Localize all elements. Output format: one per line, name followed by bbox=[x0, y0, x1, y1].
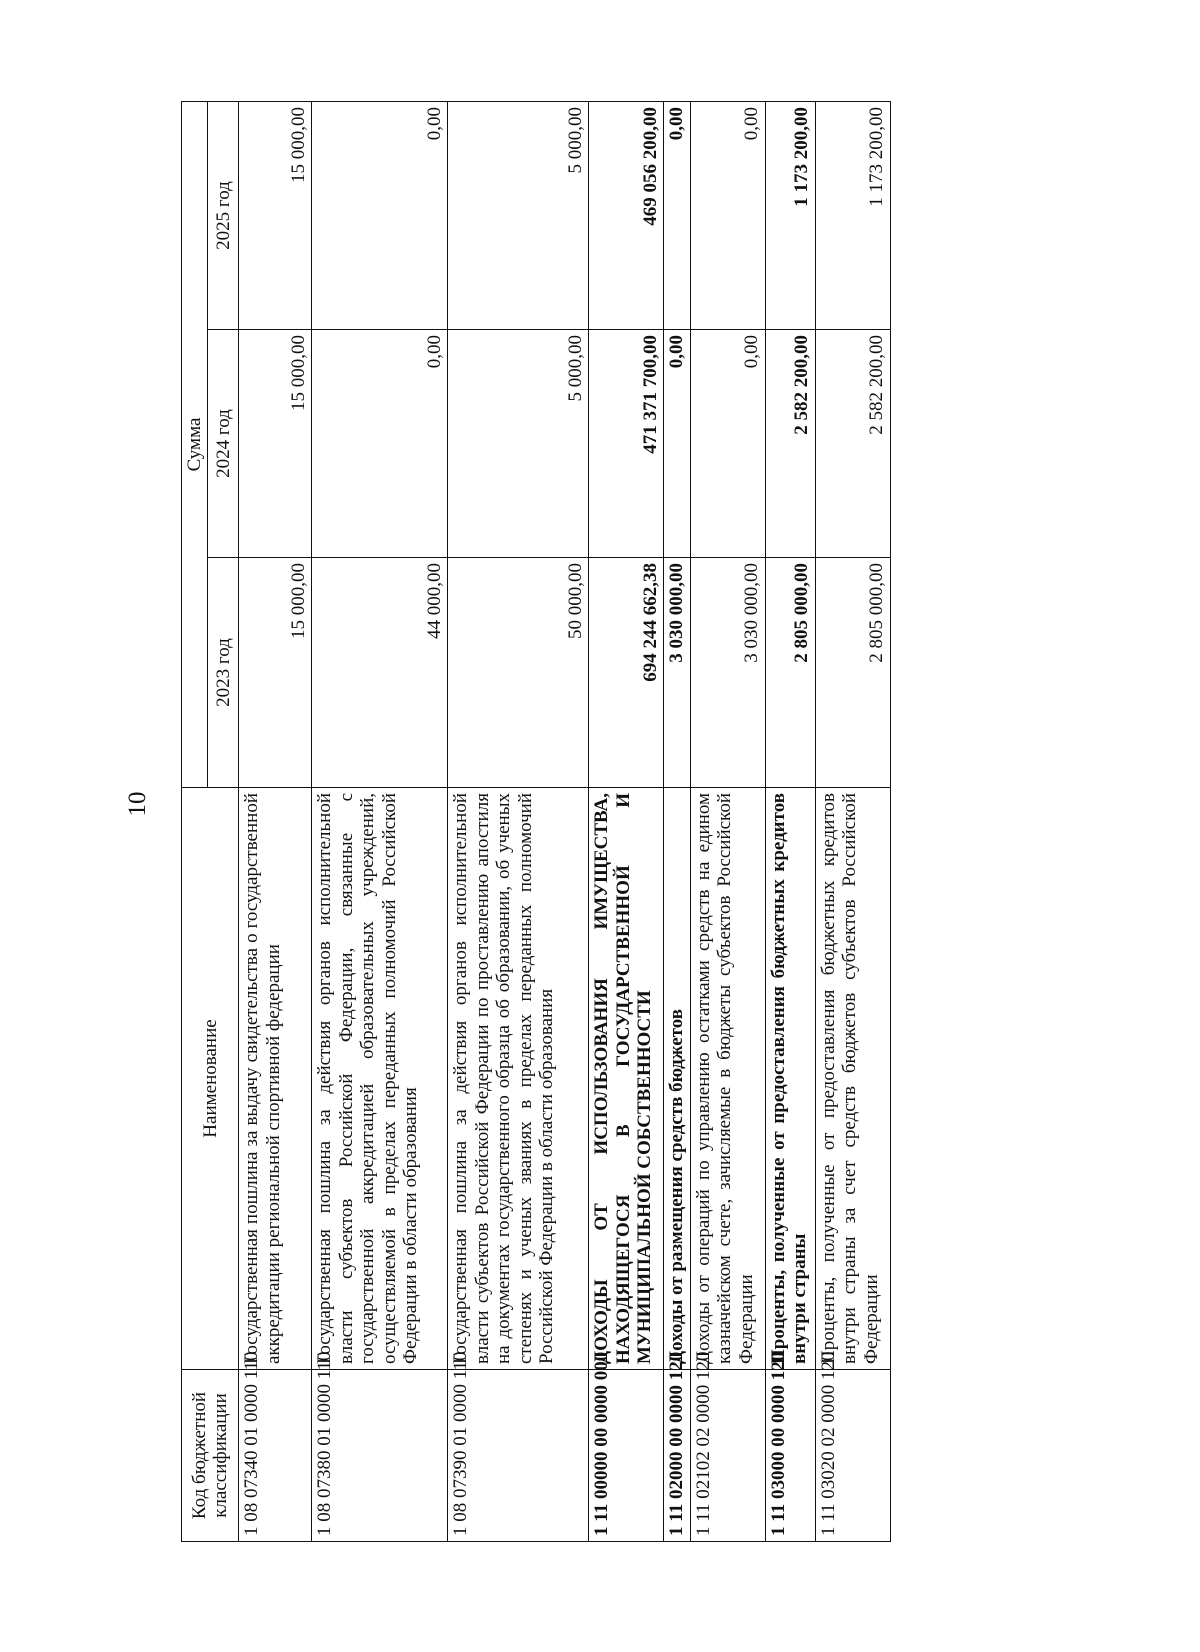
table-row bbox=[765, 101, 815, 1541]
row-2023: 2 805 000,00 bbox=[765, 558, 815, 788]
row-2024: 471 371 700,00 bbox=[589, 330, 664, 558]
row-name: Доходы от операций по управлению остатками средств на едином казначейском счете, зачисляемые в бюджеты субъектов Российской Федерации bbox=[690, 788, 765, 1370]
row-name: Проценты, полученные от предоставления бюджетных кредитов внутри страны bbox=[765, 788, 815, 1370]
row-name: ДОХОДЫ ОТ ИСПОЛЬЗОВАНИЯ ИМУЩЕСТВА, НАХОДЯЩЕГОСЯ В ГОСУДАРСТВЕННОЙ И МУНИЦИПАЛЬНОЙ СОБСТВЕННОСТИ bbox=[589, 788, 664, 1370]
header-code: Код бюджетной классификации bbox=[182, 1370, 239, 1542]
row-code: 1 11 02000 00 0000 120 bbox=[664, 1370, 690, 1542]
row-2024: 0,00 bbox=[664, 330, 690, 558]
row-2025: 5 000,00 bbox=[448, 101, 589, 329]
row-name: Государственная пошлина за действия органов исполнительной власти субъектов Российской Федерации по проставлению апостиля на документах государственного образца об образовании, об ученых степенях и ученых званиях в пределах переданных полномочий Российской Федерации в области образования bbox=[448, 788, 589, 1370]
row-2024: 5 000,00 bbox=[448, 330, 589, 558]
row-code: 1 11 03020 02 0000 120 bbox=[815, 1370, 890, 1542]
row-2023: 3 030 000,00 bbox=[664, 558, 690, 788]
row-2025: 1 173 200,00 bbox=[765, 101, 815, 329]
row-2023: 3 030 000,00 bbox=[690, 558, 765, 788]
header-name: Наименование bbox=[182, 788, 239, 1370]
row-code: 1 08 07380 01 0000 110 bbox=[312, 1370, 448, 1542]
row-name: Проценты, полученные от предоставления бюджетных кредитов внутри страны за счет средств бюджетов субъектов Российской Федерации bbox=[815, 788, 890, 1370]
table-row bbox=[448, 101, 589, 1541]
row-code: 1 11 03000 00 0000 120 bbox=[765, 1370, 815, 1542]
row-2025: 0,00 bbox=[312, 101, 448, 329]
row-2025: 0,00 bbox=[690, 101, 765, 329]
row-2023: 15 000,00 bbox=[239, 558, 312, 788]
row-2025: 15 000,00 bbox=[239, 101, 312, 329]
row-name: Доходы от размещения средств бюджетов bbox=[664, 788, 690, 1370]
row-2024: 0,00 bbox=[690, 330, 765, 558]
table-row bbox=[664, 101, 690, 1541]
row-code: 1 11 00000 00 0000 000 bbox=[589, 1370, 664, 1542]
header-2023: 2023 год bbox=[208, 558, 239, 788]
table-row bbox=[815, 101, 890, 1541]
row-name: Государственная пошлина за действия органов исполнительной власти субъектов Российской Федерации, связанные с государственной аккредитацией образовательных учреждений, осуществляемой в пределах переданных полномочий Российской Федерации в области образования bbox=[312, 788, 448, 1370]
row-2025: 469 056 200,00 bbox=[589, 101, 664, 329]
row-name: Государственная пошлина за выдачу свидетельства о государственной аккредитации региональной спортивной федерации bbox=[239, 788, 312, 1370]
table-row bbox=[239, 101, 312, 1541]
table-row bbox=[312, 101, 448, 1541]
header-2024: 2024 год bbox=[208, 330, 239, 558]
table-body bbox=[239, 101, 890, 1541]
row-2023: 2 805 000,00 bbox=[815, 558, 890, 788]
table-row bbox=[589, 101, 664, 1541]
page-number: 10 bbox=[124, 791, 151, 817]
budget-table bbox=[181, 101, 891, 1542]
row-2024: 2 582 200,00 bbox=[765, 330, 815, 558]
row-code: 1 08 07340 01 0000 110 bbox=[239, 1370, 312, 1542]
row-2023: 44 000,00 bbox=[312, 558, 448, 788]
row-2025: 1 173 200,00 bbox=[815, 101, 890, 329]
row-2024: 0,00 bbox=[312, 330, 448, 558]
row-2024: 2 582 200,00 bbox=[815, 330, 890, 558]
row-2024: 15 000,00 bbox=[239, 330, 312, 558]
row-2023: 50 000,00 bbox=[448, 558, 589, 788]
row-2025: 0,00 bbox=[664, 101, 690, 329]
row-code: 1 08 07390 01 0000 110 bbox=[448, 1370, 589, 1542]
row-code: 1 11 02102 02 0000 120 bbox=[690, 1370, 765, 1542]
table-row bbox=[690, 101, 765, 1541]
header-sum: Сумма bbox=[182, 101, 208, 787]
row-2023: 694 244 662,38 bbox=[589, 558, 664, 788]
rotated-table-container bbox=[181, 102, 1001, 1542]
header-2025: 2025 год bbox=[208, 101, 239, 329]
